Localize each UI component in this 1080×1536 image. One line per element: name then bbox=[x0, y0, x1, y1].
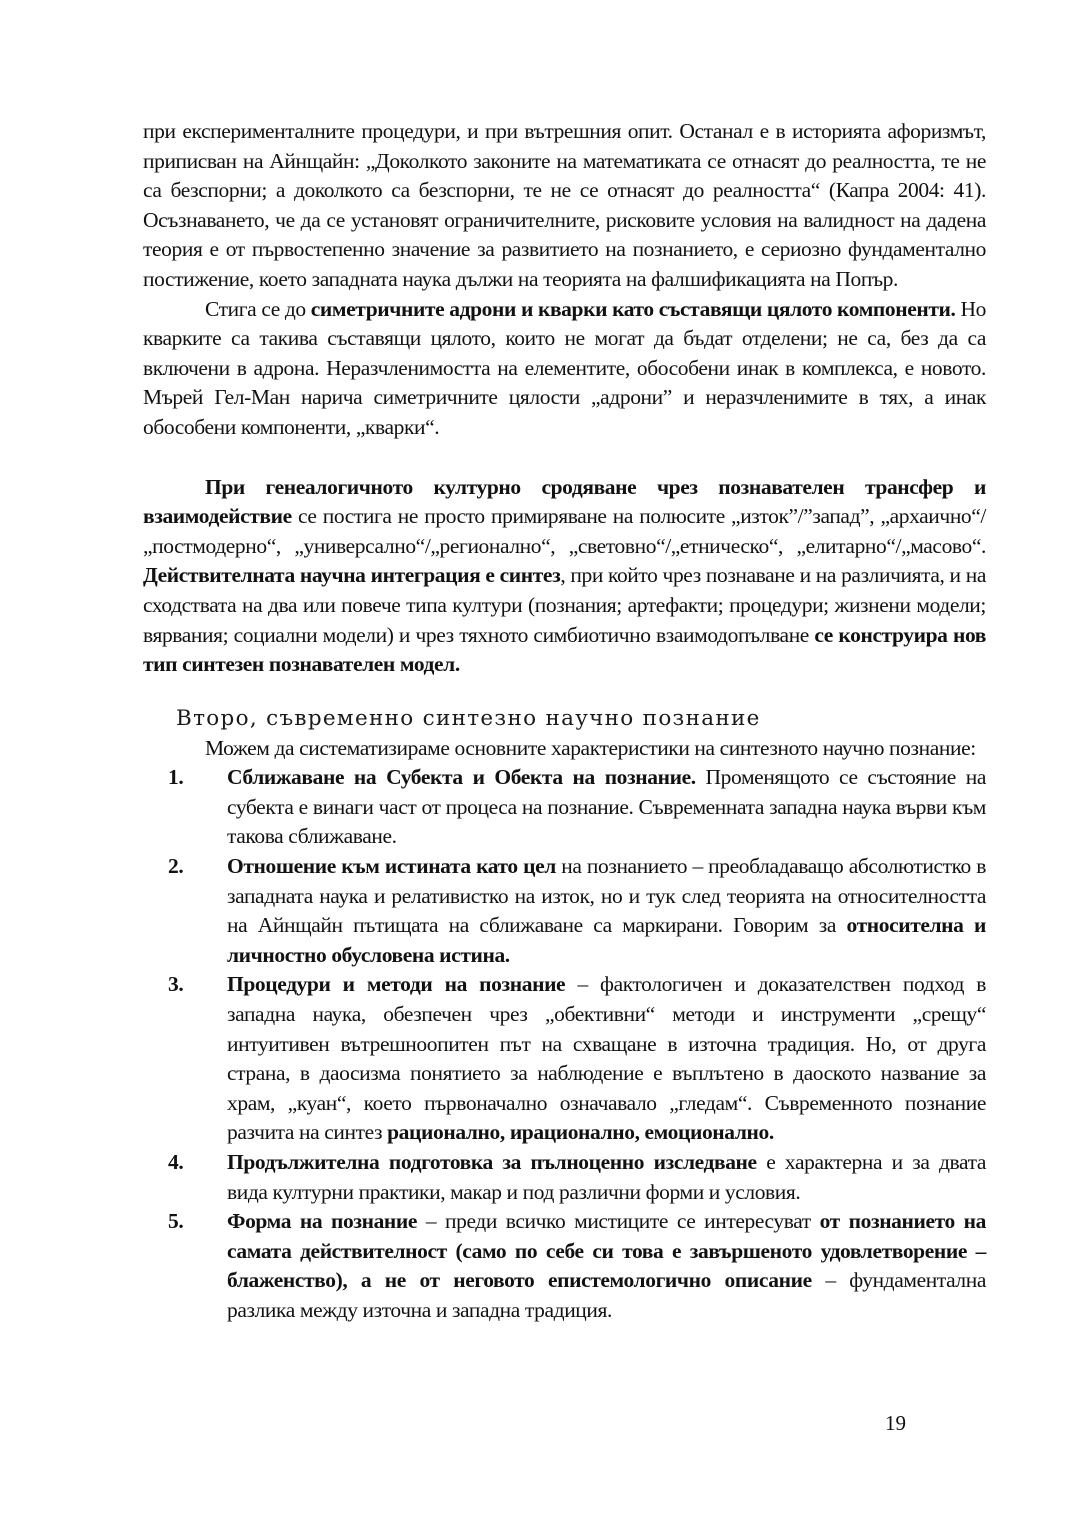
text-run: се постига не просто примиряване на полюсите „изток”/”запад”, „архаично“/„постмодерно“, „универсално“/„регионално“, „световно“/„етническо“, „елитарно“/„масово“. bbox=[143, 504, 986, 558]
paragraph-intro: Можем да систематизираме основните характеристики на синтезното научно познание: bbox=[205, 735, 976, 760]
text-run: на познанието – преобладаващо абсолютистко в западната наука и релативистко на изток, но и тук след теорията на относителността на Айнщайн пътищата на сближаване са маркирани. Говорим за bbox=[227, 854, 986, 938]
text-run: Но кварките са такива съставящи цялото, които не могат да бъдат отделени; не са, без да са включени в адрона. Неразчленимостта на елементите, обособени инак в комплекса, е новото. Мърей Гел-Ман нарича симетричните цялости „адрони” и неразчленимите в тях, а инак обособени компоненти, „кварки“. bbox=[143, 296, 986, 439]
bold-text-run: симетричните адрони и кварки като съставящи цялото компоненти. bbox=[310, 296, 956, 321]
bold-text-run: Продължителна подготовка за пълноценно изследване bbox=[227, 1150, 757, 1174]
bold-text-run: Сближаване на Субекта и Обекта на познание. bbox=[227, 765, 696, 790]
paragraph-hadrons-quarks bbox=[143, 295, 986, 443]
text-run: – преди всичко мистиците се интересуват bbox=[417, 1209, 820, 1234]
bold-text-run: Процедури и методи на познание bbox=[227, 972, 566, 997]
bold-text-run: се конструира нов тип синтезен познавателен модел. bbox=[143, 622, 986, 677]
bold-text-run: рационално, ирационално, емоционално. bbox=[387, 1120, 774, 1145]
paragraph-genealogical-synthesis bbox=[143, 473, 986, 680]
characteristics-list bbox=[143, 763, 986, 1325]
list-item bbox=[143, 763, 986, 852]
text-run: Стига се до bbox=[205, 296, 311, 321]
bold-text-run: Действителната научна интеграция е синтез bbox=[143, 563, 561, 588]
text-run: – фактологичен и доказателствен подход в западна наука, обезпечен чрез „обективни“ методи и инструменти „срещу“ интуитивен вътрешноопитен път на схващане в източна традиция. Но, от друга страна, в даосизма понятието за наблюдение е въплътено в даоското название за храм, „куан“, което първоначално означавало „гледам“. Съвременното познание разчита на синтез bbox=[227, 972, 986, 1145]
bold-text-run: Отношение към истината като цел bbox=[227, 854, 556, 879]
list-number: 5. bbox=[168, 1209, 184, 1234]
list-number: 2. bbox=[168, 854, 184, 879]
bold-text-run: относителна и личностно обусловена истина. bbox=[227, 913, 986, 967]
list-number: 4. bbox=[168, 1150, 184, 1174]
list-item bbox=[143, 852, 986, 970]
text-run: – фундаментална разлика между източна и западна традиция. bbox=[227, 1268, 986, 1322]
list-item bbox=[143, 970, 986, 1148]
section-heading: Второ, съвременно синтезно научно познание bbox=[176, 705, 761, 731]
bold-text-run: от познанието на самата действителност (само по себе си това е завършеното удовлетворение – блаженство), а не от неговото епистемологично описание bbox=[227, 1209, 987, 1293]
paragraph-spacer bbox=[143, 443, 986, 473]
text-run: е характерна и за двата вида културни практики, макар и под различни форми и условия. bbox=[227, 1150, 987, 1204]
text-run: , при който чрез познаване и на различията, и на сходствата на два или повече типа култури (познания; артефакти; процедури; жизнени модели; вярвания; социални модели) и чрез тяхното симбиотично взаимодопълване bbox=[143, 563, 986, 647]
list-item bbox=[143, 1207, 986, 1325]
list-item bbox=[143, 1148, 986, 1207]
text-run: при експерименталните процедури, и при вътрешния опит. Останал е в историята афоризмът, приписван на Айнщайн: „Доколкото законите на математиката се отнасят до реалността, те не са безспорни; а доколкото са безспорни, те не се отнасят до реалността“ (Капра 2004: 41). Осъзнаването, че да се установят ограничителните, рисковите условия на валидност на дадена теория е от първостепенно значение за развитието на познанието, е сериозно фундаментално постижение, което западната наука дължи на теорията на фалшификацията на Попър. bbox=[143, 119, 986, 291]
bold-text-run: Форма на познание bbox=[227, 1209, 418, 1234]
text-run: Променящото се състояние на субекта е винаги част от процеса на познание. Съвременната западна наука върви към такова сближаване. bbox=[227, 765, 987, 849]
paragraph-einstein-aphorism bbox=[143, 117, 986, 295]
list-number: 3. bbox=[168, 972, 184, 997]
page-number: 19 bbox=[885, 1411, 906, 1435]
list-number: 1. bbox=[168, 765, 184, 790]
text-column bbox=[143, 117, 986, 1326]
section-spacer bbox=[143, 680, 986, 704]
bold-text-run: При генеалогичното културно сродяване чрез познавателен трансфер и взаимодействие bbox=[143, 474, 986, 529]
